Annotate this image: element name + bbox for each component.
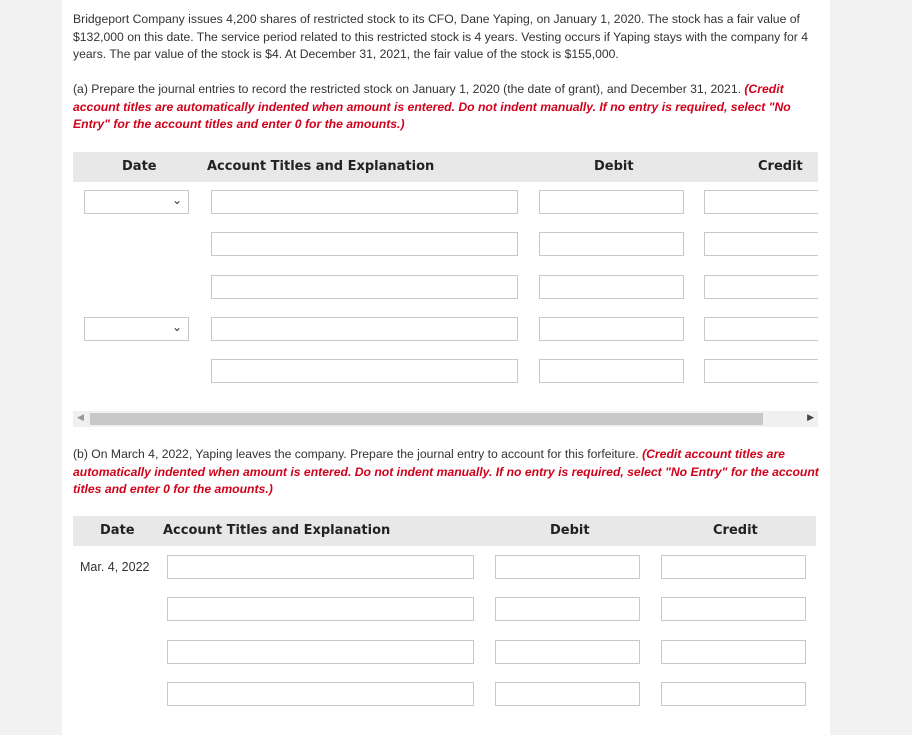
credit-input[interactable]: [704, 232, 818, 256]
header-account: Account Titles and Explanation: [163, 523, 391, 538]
account-input[interactable]: [211, 317, 518, 341]
horizontal-scrollbar[interactable]: [73, 411, 818, 427]
debit-input[interactable]: [495, 555, 640, 579]
account-input[interactable]: [167, 555, 474, 579]
account-input[interactable]: [167, 682, 474, 706]
part-b-note: (Credit account titles are automatically indented when amount is entered. Do not indent manually. If no entry is required, select "No Entry" for the account titles and enter 0 for the amounts.): [73, 447, 819, 496]
header-account: Account Titles and Explanation: [207, 159, 435, 174]
entry-date: Mar. 4, 2022: [80, 560, 150, 574]
credit-input[interactable]: [704, 190, 818, 214]
account-input[interactable]: [211, 275, 518, 299]
debit-input[interactable]: [539, 232, 684, 256]
account-input[interactable]: [211, 359, 518, 383]
header-debit: Debit: [594, 159, 634, 174]
credit-input[interactable]: [661, 682, 806, 706]
header-date: Date: [100, 523, 135, 538]
debit-input[interactable]: [495, 682, 640, 706]
debit-input[interactable]: [495, 640, 640, 664]
credit-input[interactable]: [661, 597, 806, 621]
credit-input[interactable]: [704, 359, 818, 383]
chevron-down-icon: ⌄: [171, 193, 182, 207]
account-input[interactable]: [211, 232, 518, 256]
debit-input[interactable]: [539, 190, 684, 214]
date-select[interactable]: [84, 317, 189, 341]
credit-input[interactable]: [704, 317, 818, 341]
header-debit: Debit: [550, 523, 590, 538]
credit-input[interactable]: [661, 555, 806, 579]
debit-input[interactable]: [495, 597, 640, 621]
date-select[interactable]: [84, 190, 189, 214]
credit-input[interactable]: [661, 640, 806, 664]
header-date: Date: [122, 159, 157, 174]
debit-input[interactable]: [539, 359, 684, 383]
arrow-right-icon[interactable]: ▶: [807, 412, 814, 422]
credit-input[interactable]: [704, 275, 818, 299]
part-b-text: (b) On March 4, 2022, Yaping leaves the company. Prepare the journal entry to account for this forfeiture.: [73, 447, 643, 461]
table-a-header: [73, 152, 818, 182]
part-b-instructions: [73, 446, 823, 499]
account-input[interactable]: [167, 640, 474, 664]
debit-input[interactable]: [539, 275, 684, 299]
scroll-thumb[interactable]: [90, 413, 763, 425]
chevron-down-icon: ⌄: [171, 320, 182, 334]
arrow-left-icon[interactable]: ◀: [77, 412, 84, 422]
table-b-header: [73, 516, 816, 546]
header-credit: Credit: [758, 159, 803, 174]
account-input[interactable]: [211, 190, 518, 214]
part-a-note: (Credit account titles are automatically indented when amount is entered. Do not indent manually. If no entry is required, select "No Entry" for the account titles and enter 0 for the amounts.): [73, 82, 791, 131]
problem-intro: Bridgeport Company issues 4,200 shares of restricted stock to its CFO, Dane Yaping, on January 1, 2020. The stock has a fair value of $132,000 on this date. The service period related to this restricted stock is 4 years. Vesting occurs if Yaping stays with the company for 4 years. The par value of the stock is $4. At December 31, 2021, the fair value of the stock is $155,000.: [73, 12, 809, 61]
part-a-instructions: [73, 81, 823, 134]
part-a-text: (a) Prepare the journal entries to record the restricted stock on January 1, 2020 (the date of grant), and December 31, 2021.: [73, 82, 745, 96]
debit-input[interactable]: [539, 317, 684, 341]
header-credit: Credit: [713, 523, 758, 538]
account-input[interactable]: [167, 597, 474, 621]
